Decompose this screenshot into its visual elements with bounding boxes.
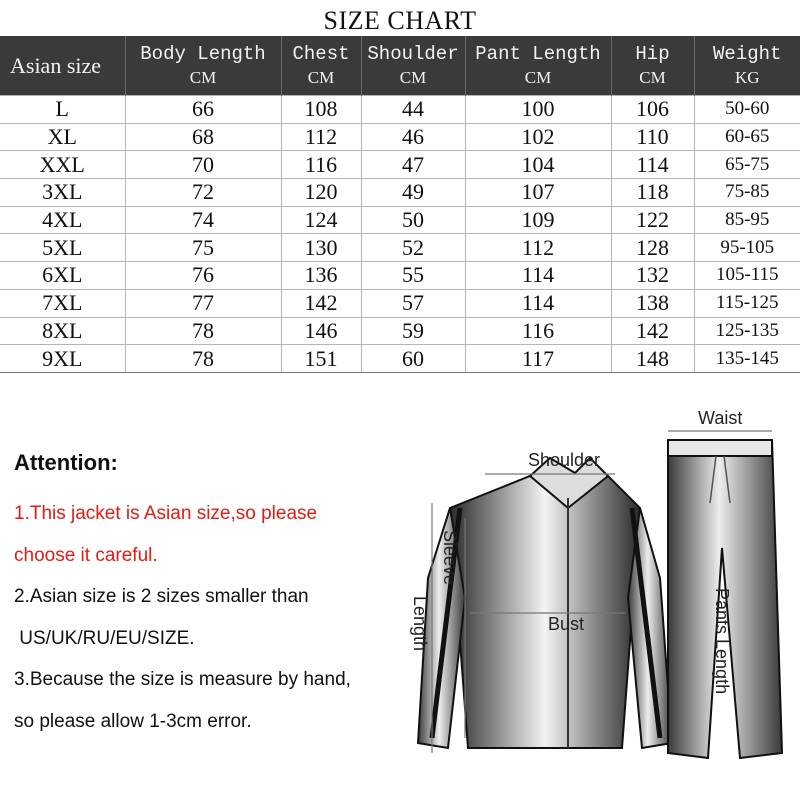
weight-cell: 50-60: [694, 96, 800, 124]
hip-cell: 138: [611, 289, 694, 317]
column-name: Chest: [292, 42, 350, 65]
table-row: [0, 345, 800, 373]
shoulder-cell: 59: [361, 317, 465, 345]
chest-cell: 112: [281, 123, 361, 151]
pant-length-cell: 117: [465, 345, 611, 373]
weight-cell: 105-115: [694, 262, 800, 290]
hip-cell: 128: [611, 234, 694, 262]
note-line: so please allow 1-3cm error.: [14, 710, 252, 732]
hip-cell: 132: [611, 262, 694, 290]
jacket-body: [450, 476, 640, 748]
column-unit: CM: [189, 67, 217, 87]
size-table: [0, 36, 800, 373]
jacket-illustration: [418, 458, 672, 748]
weight-cell: 115-125: [694, 289, 800, 317]
weight-cell: 85-95: [694, 206, 800, 234]
waist-label: Waist: [698, 408, 743, 428]
column-name: Body Length: [140, 42, 266, 65]
shoulder-cell: 50: [361, 206, 465, 234]
header-asian-size: Asian size: [0, 36, 125, 96]
column-name: Pant Length: [475, 42, 601, 65]
chest-cell: 136: [281, 262, 361, 290]
weight-cell: 60-65: [694, 123, 800, 151]
chest-cell: 142: [281, 289, 361, 317]
header-hip: [611, 36, 694, 96]
chest-cell: 116: [281, 151, 361, 179]
note-line: 3.Because the size is measure by hand,: [14, 669, 351, 690]
hip-cell: 122: [611, 206, 694, 234]
weight-cell: 75-85: [694, 179, 800, 207]
attention-heading: Attention:: [14, 450, 118, 475]
pant-length-cell: 116: [465, 317, 611, 345]
hip-cell: 106: [611, 96, 694, 124]
table-row: [0, 317, 800, 345]
body-length-cell: 74: [125, 206, 281, 234]
weight-cell: 135-145: [694, 345, 800, 373]
pants-waistband: [668, 440, 772, 456]
column-unit: KG: [734, 67, 760, 87]
weight-cell: 95-105: [694, 234, 800, 262]
size-cell: 3XL: [0, 179, 125, 207]
column-name: Hip: [635, 42, 670, 65]
shoulder-cell: 60: [361, 345, 465, 373]
attention-notes: [14, 450, 414, 742]
note-line: choose it careful.: [14, 544, 158, 566]
shoulder-cell: 55: [361, 262, 465, 290]
size-cell: 8XL: [0, 317, 125, 345]
length-label: Length: [410, 596, 430, 652]
table-row: [0, 123, 800, 151]
column-unit: CM: [639, 67, 666, 87]
hip-cell: 114: [611, 151, 694, 179]
column-unit: CM: [524, 67, 552, 87]
size-cell: XL: [0, 123, 125, 151]
note-line: 2.Asian size is 2 sizes smaller than: [14, 586, 309, 607]
size-cell: 7XL: [0, 289, 125, 317]
chest-cell: 124: [281, 206, 361, 234]
size-cell: L: [0, 96, 125, 124]
table-row: [0, 151, 800, 179]
size-cell: 6XL: [0, 262, 125, 290]
pant-length-cell: 114: [465, 289, 611, 317]
header-pant-length: [465, 36, 611, 96]
pant-length-cell: 107: [465, 179, 611, 207]
chest-cell: 151: [281, 345, 361, 373]
shoulder-cell: 46: [361, 123, 465, 151]
size-cell: XXL: [0, 151, 125, 179]
header-shoulder: [361, 36, 465, 96]
header-body-length: [125, 36, 281, 96]
bust-label: Bust: [548, 614, 585, 634]
note-line: US/UK/RU/EU/SIZE.: [14, 627, 195, 649]
hip-cell: 142: [611, 317, 694, 345]
pant-length-cell: 112: [465, 234, 611, 262]
column-name: Weight: [713, 42, 782, 65]
hip-cell: 118: [611, 179, 694, 207]
body-length-cell: 77: [125, 289, 281, 317]
pants-length-label: Pants Length: [712, 588, 732, 695]
table-header-row: [0, 36, 800, 96]
shoulder-cell: 49: [361, 179, 465, 207]
size-cell: 5XL: [0, 234, 125, 262]
note-line: 1.This jacket is Asian size,so please: [14, 503, 318, 524]
body-length-cell: 68: [125, 123, 281, 151]
shoulder-label: Shoulder: [528, 450, 601, 470]
weight-cell: 65-75: [694, 151, 800, 179]
body-length-cell: 76: [125, 262, 281, 290]
pant-length-cell: 100: [465, 96, 611, 124]
size-chart-title: SIZE CHART: [323, 6, 477, 35]
shoulder-cell: 47: [361, 151, 465, 179]
header-chest: [281, 36, 361, 96]
sleeve-label: Sleeve: [440, 530, 460, 586]
body-length-cell: 66: [125, 96, 281, 124]
chest-cell: 146: [281, 317, 361, 345]
pant-length-cell: 102: [465, 123, 611, 151]
body-length-cell: 70: [125, 151, 281, 179]
measurement-diagram: [410, 398, 795, 783]
table-row: [0, 234, 800, 262]
chest-cell: 120: [281, 179, 361, 207]
body-length-cell: 78: [125, 345, 281, 373]
table-row: [0, 206, 800, 234]
hip-cell: 110: [611, 123, 694, 151]
body-length-cell: 72: [125, 179, 281, 207]
size-cell: 4XL: [0, 206, 125, 234]
column-name: Shoulder: [367, 42, 459, 65]
weight-cell: 125-135: [694, 317, 800, 345]
size-cell: 9XL: [0, 345, 125, 373]
header-weight: [694, 36, 800, 96]
hip-cell: 148: [611, 345, 694, 373]
shoulder-cell: 44: [361, 96, 465, 124]
shoulder-cell: 52: [361, 234, 465, 262]
pant-length-cell: 104: [465, 151, 611, 179]
body-length-cell: 75: [125, 234, 281, 262]
table-row: [0, 96, 800, 124]
body-length-cell: 78: [125, 317, 281, 345]
pant-length-cell: 114: [465, 262, 611, 290]
chest-cell: 130: [281, 234, 361, 262]
chest-cell: 108: [281, 96, 361, 124]
column-unit: CM: [399, 67, 427, 87]
table-row: [0, 179, 800, 207]
table-row: [0, 262, 800, 290]
table-row: [0, 289, 800, 317]
shoulder-cell: 57: [361, 289, 465, 317]
column-unit: CM: [307, 67, 335, 87]
pant-length-cell: 109: [465, 206, 611, 234]
